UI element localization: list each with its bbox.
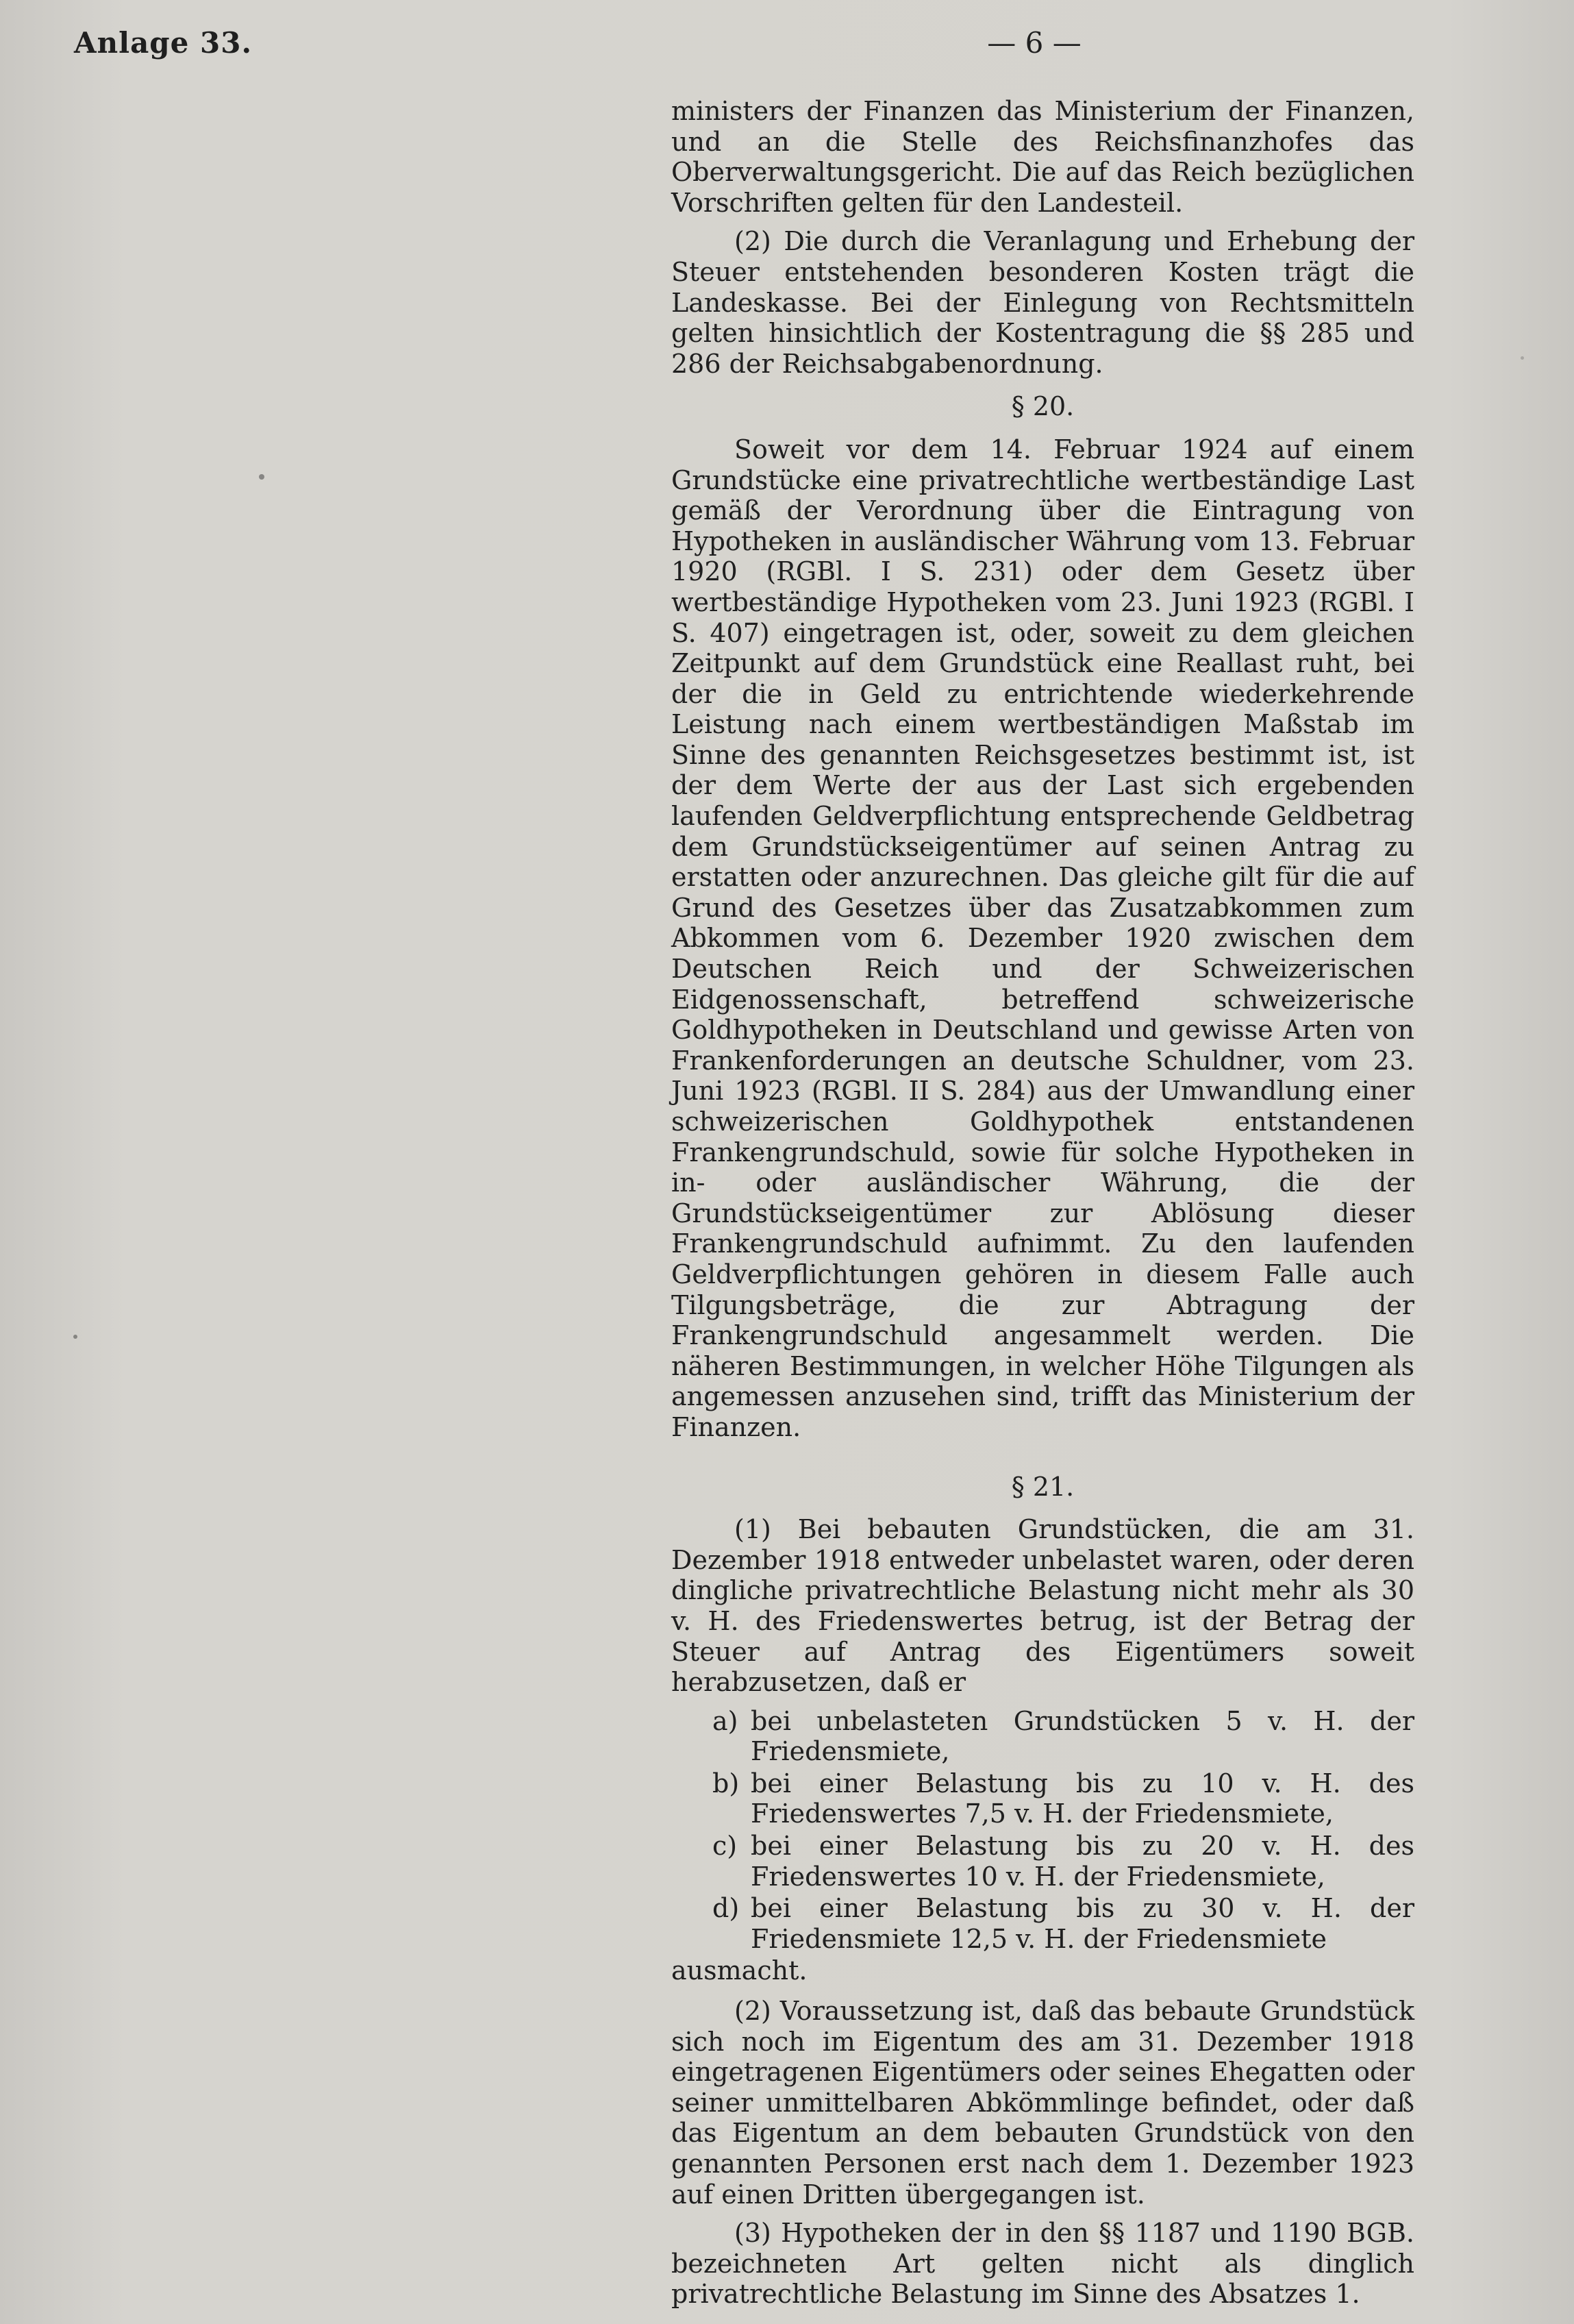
section-20-paragraph: Soweit vor dem 14. Februar 1924 auf einem Grundstücke eine privatrechtliche wertbeständige Last gemäß der Verordnung über die Eintragung von Hypotheken in ausländischer Währung vom 13. Februar 1920 (RGBl. I S. 231) oder dem Gesetz über wertbeständige Hypotheken vom 23. Juni 1923 (RGBl. I S. 407) eingetragen ist, oder, soweit zu dem gleichen Zeitpunkt auf dem Grundstück eine Reallast ruht, bei der die in Geld zu entrichtende wiederkehrende Leistung nach einem wertbeständigen Maßstab im Sinne des genannten Reichsgesetzes bestimmt ist, ist der dem Werte der aus der Last sich ergebenden laufenden Geldverpflichtung entsprechende Geldbetrag dem Grundstückseigentümer auf seinen Antrag zu erstatten oder anzurechnen. Das gleiche gilt für die auf Grund des Gesetzes über das Zusatzabkommen zum Abkommen vom 6. Dezember 1920 zwischen dem Deutschen Reich und der Schweizerischen Eidgenossenschaft, betreffend schweizerische Goldhypotheken in Deutschland und gewisse Arten von Frankenforderungen an deutsche Schuldner, vom 23. Juni 1923 (RGBl. II S. 284) aus der Umwandlung einer schweizerischen Goldhypothek entstandenen Frankengrundschuld, sowie für solche Hypotheken in in- oder ausländischer Währung, die der Grundstückseigentümer zur Ablösung dieser Frankengrundschuld aufnimmt. Zu den laufenden Geldverpflichtungen gehören in diesem Falle auch Tilgungsbeträge, die zur Abtragung der Frankengrundschuld angesammelt werden. Die näheren Bestimmungen, in welcher Höhe Tilgungen als angemessen anzusehen sind, trifft das Ministerium der Finanzen. bbox=[671, 434, 1414, 1442]
section-21-item-a bbox=[712, 1706, 1414, 1767]
section-21-item-c bbox=[712, 1831, 1414, 1892]
section-21-item-d bbox=[712, 1893, 1414, 1954]
item-text: bei einer Belastung bis zu 20 v. H. des Friedenswertes 10 v. H. der Friedensmiete, bbox=[751, 1831, 1414, 1892]
item-marker: a) bbox=[712, 1705, 738, 1736]
paper-speck bbox=[1164, 733, 1167, 736]
text-column bbox=[671, 96, 1414, 2318]
appendix-label: Anlage 33. bbox=[74, 26, 253, 60]
section-21-title: § 21. bbox=[1011, 1471, 1075, 1502]
section-21-paragraph-2: (2) Voraussetzung ist, daß das bebaute Grundstück sich noch im Eigentum des am 31. Dezember 1918 eingetragenen Eigentümers oder seines Ehegatten oder seiner unmittelbaren Abkömmlinge befindet, oder daß das Eigentum an dem bebauten Grundstück von den genannten Personen erst nach dem 1. Dezember 1923 auf einen Dritten übergegangen ist. bbox=[671, 1996, 1414, 2210]
section-21-after-items: ausmacht. bbox=[671, 1955, 808, 1986]
item-marker: c) bbox=[712, 1831, 738, 1862]
section-20-title: § 20. bbox=[1011, 391, 1075, 422]
item-marker: d) bbox=[712, 1893, 740, 1924]
item-marker: b) bbox=[712, 1768, 740, 1798]
page-number: — 6 — bbox=[987, 26, 1082, 60]
section-21-paragraph-1: (1) Bei bebauten Grundstücken, die am 31. Dezember 1918 entweder unbelastet waren, oder deren dingliche privatrechtliche Belastung nicht mehr als 30 v. H. des Friedenswertes betrug, ist der Betrag der Steuer auf Antrag des Eigentümers soweit herabzusetzen, daß er bbox=[671, 1514, 1414, 1698]
paper-speck bbox=[73, 1335, 77, 1339]
intro-paragraph-1: ministers der Finanzen das Ministerium der Finanzen, und an die Stelle des Reichsfinanzhofes das Oberverwaltungsgericht. Die auf das Reich bezüglichen Vorschriften gelten für den Landesteil. bbox=[671, 96, 1414, 218]
paper-speck bbox=[1521, 356, 1524, 360]
section-21-paragraph-3: (3) Hypotheken der in den §§ 1187 und 1190 BGB. bezeichneten Art gelten nicht als dinglich privatrechtliche Belastung im Sinne des Absatzes 1. bbox=[671, 2218, 1414, 2310]
item-text: bei einer Belastung bis zu 10 v. H. des Friedenswertes 7,5 v. H. der Friedensmiete, bbox=[751, 1768, 1414, 1829]
item-text: bei einer Belastung bis zu 30 v. H. der Friedensmiete 12,5 v. H. der Friedensmiete bbox=[751, 1893, 1414, 1954]
intro-paragraph-2: (2) Die durch die Veranlagung und Erhebung der Steuer entstehenden besonderen Kosten trägt die Landeskasse. Bei der Einlegung von Rechtsmitteln gelten hinsichtlich der Kostentragung die §§ 285 und 286 der Reichsabgabenordnung. bbox=[671, 226, 1414, 379]
section-21-item-b bbox=[712, 1768, 1414, 1829]
paper-speck bbox=[259, 474, 264, 480]
item-text: bei unbelasteten Grundstücken 5 v. H. der Friedensmiete, bbox=[751, 1705, 1414, 1767]
